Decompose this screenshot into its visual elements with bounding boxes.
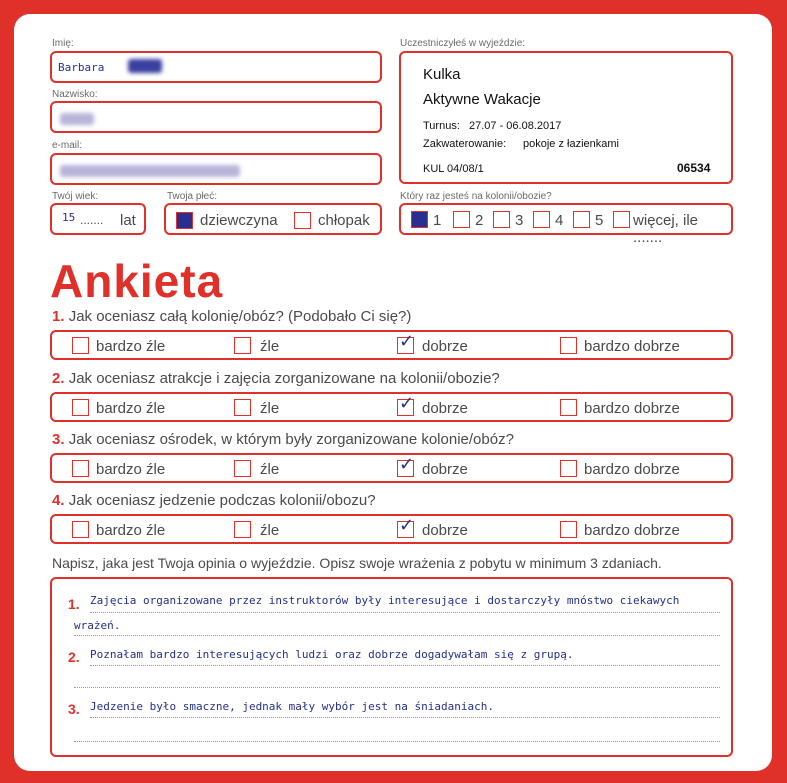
question-4-number: 4. bbox=[52, 492, 65, 509]
q1-zle-checkbox[interactable] bbox=[234, 337, 251, 354]
q2-bardzo-dobrze-checkbox[interactable] bbox=[560, 399, 577, 416]
q2-dobrze-checkbox[interactable] bbox=[397, 393, 415, 416]
times-1-checkbox[interactable] bbox=[411, 211, 428, 228]
question-2-number: 2. bbox=[52, 370, 65, 387]
redacted-surname bbox=[60, 113, 94, 125]
gender-label: Twoja płeć: bbox=[167, 191, 218, 202]
opinion-prompt: Napisz, jaka jest Twoja opinia o wyjeździe. Opisz swoje wrażenia z pobytu w minimum 3 zdaniach. bbox=[52, 555, 662, 571]
question-3-text: Jak oceniasz ośrodek, w którym były zorganizowane kolonie/obóz? bbox=[68, 431, 514, 448]
q4-bardzo-dobrze-checkbox[interactable] bbox=[560, 521, 577, 538]
times-1-label: 1 bbox=[433, 212, 442, 229]
question-3-options bbox=[50, 453, 733, 483]
q1-dobrze-checkbox[interactable] bbox=[397, 331, 415, 354]
answer-1-text: Zajęcia organizowane przez instruktorów były interesujące i dostarczyły mnóstwo ciekawych bbox=[90, 594, 680, 607]
q3-bardzo-zle-label: bardzo źle bbox=[96, 461, 166, 478]
question-1-number: 1. bbox=[52, 308, 65, 325]
answer-2-text: Poznałam bardzo interesujących ludzi oraz dobrze dogadywałam się z grupą. bbox=[90, 648, 574, 661]
q2-bardzo-dobrze-label: bardzo dobrze bbox=[584, 400, 680, 417]
q3-bardzo-dobrze-checkbox[interactable] bbox=[560, 460, 577, 477]
q1-bardzo-dobrze-label: bardzo dobrze bbox=[584, 338, 680, 355]
q4-zle-label: źle bbox=[260, 522, 280, 539]
question-4-text: Jak oceniasz jedzenie podczas kolonii/obozu? bbox=[68, 492, 376, 509]
times-2-checkbox[interactable] bbox=[453, 211, 470, 228]
times-3-checkbox[interactable] bbox=[493, 211, 510, 228]
writing-line bbox=[74, 687, 720, 688]
question-4 bbox=[52, 492, 376, 509]
writing-line bbox=[74, 635, 720, 636]
question-2-options bbox=[50, 392, 733, 422]
turnus-value: 27.07 - 06.08.2017 bbox=[469, 120, 562, 132]
name-label: Imię: bbox=[52, 38, 74, 49]
question-1-text: Jak oceniasz całą kolonię/obóz? (Podobało Ci się?) bbox=[68, 308, 412, 325]
answer-1-number: 1. bbox=[68, 596, 80, 612]
times-label: Który raz jesteś na kolonii/obozie? bbox=[400, 191, 552, 202]
opinion-textarea[interactable] bbox=[50, 577, 733, 757]
question-4-options bbox=[50, 514, 733, 544]
writing-line bbox=[90, 612, 720, 613]
times-4-label: 4 bbox=[555, 212, 564, 229]
q1-bardzo-zle-checkbox[interactable] bbox=[72, 337, 89, 354]
question-1-options bbox=[50, 330, 733, 360]
trip-code: KUL 04/08/1 bbox=[423, 163, 484, 175]
q1-bardzo-zle-label: bardzo źle bbox=[96, 338, 166, 355]
age-field[interactable] bbox=[50, 203, 146, 235]
times-5-checkbox[interactable] bbox=[573, 211, 590, 228]
times-2-label: 2 bbox=[475, 212, 484, 229]
q4-dobrze-checkbox[interactable] bbox=[397, 515, 415, 538]
check-mark-icon: ✓ bbox=[399, 331, 415, 352]
q4-bardzo-zle-label: bardzo źle bbox=[96, 522, 166, 539]
q4-bardzo-dobrze-label: bardzo dobrze bbox=[584, 522, 680, 539]
q4-dobrze-label: dobrze bbox=[422, 522, 468, 539]
check-mark-icon: ✓ bbox=[399, 515, 415, 536]
times-more-checkbox[interactable] bbox=[613, 211, 630, 228]
answer-2-number: 2. bbox=[68, 649, 80, 665]
gender-male-checkbox[interactable] bbox=[294, 212, 311, 229]
q2-zle-checkbox[interactable] bbox=[234, 399, 251, 416]
surname-field[interactable] bbox=[50, 101, 382, 133]
email-label: e-mail: bbox=[52, 140, 83, 151]
redacted-email bbox=[60, 165, 240, 177]
age-dots: ....... bbox=[80, 213, 104, 227]
question-2-text: Jak oceniasz atrakcje i zajęcia zorganizowane na kolonii/obozie? bbox=[68, 370, 500, 387]
q2-bardzo-zle-checkbox[interactable] bbox=[72, 399, 89, 416]
gender-female-checkbox[interactable] bbox=[176, 212, 193, 229]
redacted-surname-fragment bbox=[128, 59, 162, 73]
q2-dobrze-label: dobrze bbox=[422, 400, 468, 417]
trip-label: Uczestniczyłeś w wyjeździe: bbox=[400, 38, 526, 49]
trip-info-box bbox=[399, 51, 733, 184]
q3-dobrze-checkbox[interactable] bbox=[397, 454, 415, 477]
age-value: 15 bbox=[62, 211, 76, 224]
check-mark-icon: ✓ bbox=[399, 393, 415, 414]
surname-label: Nazwisko: bbox=[52, 89, 98, 100]
times-more-label: więcej, ile ....... bbox=[633, 212, 699, 246]
q4-bardzo-zle-checkbox[interactable] bbox=[72, 521, 89, 538]
answer-3-text: Jedzenie było smaczne, jednak mały wybór jest na śniadaniach. bbox=[90, 700, 494, 713]
age-label: Twój wiek: bbox=[52, 191, 99, 202]
age-unit: lat bbox=[120, 212, 136, 229]
times-5-label: 5 bbox=[595, 212, 604, 229]
trip-name: Kulka bbox=[423, 66, 461, 83]
accommodation-value: pokoje z łazienkami bbox=[523, 138, 619, 150]
answer-1-continuation: wrażeń. bbox=[74, 619, 121, 632]
question-3-number: 3. bbox=[52, 431, 65, 448]
check-mark-icon: ✓ bbox=[399, 454, 415, 475]
q3-dobrze-label: dobrze bbox=[422, 461, 468, 478]
times-3-label: 3 bbox=[515, 212, 524, 229]
gender-male-label: chłopak bbox=[318, 212, 370, 229]
accommodation-label: Zakwaterowanie: bbox=[423, 138, 507, 150]
name-field[interactable] bbox=[50, 51, 382, 83]
times-field bbox=[399, 203, 733, 246]
q3-zle-checkbox[interactable] bbox=[234, 460, 251, 477]
q3-bardzo-dobrze-label: bardzo dobrze bbox=[584, 461, 680, 478]
question-3 bbox=[52, 431, 514, 448]
name-value: Barbara bbox=[58, 61, 105, 74]
q1-dobrze-label: dobrze bbox=[422, 338, 468, 355]
question-1 bbox=[52, 308, 411, 325]
email-field[interactable] bbox=[50, 153, 382, 185]
q3-zle-label: źle bbox=[260, 461, 280, 478]
trip-program: Aktywne Wakacje bbox=[423, 91, 541, 108]
writing-line bbox=[90, 665, 720, 666]
turnus-label: Turnus: bbox=[423, 120, 460, 132]
gender-female-label: dziewczyna bbox=[200, 212, 278, 229]
question-2 bbox=[52, 370, 500, 387]
q1-zle-label: źle bbox=[260, 338, 280, 355]
writing-line bbox=[74, 741, 720, 742]
q3-bardzo-zle-checkbox[interactable] bbox=[72, 460, 89, 477]
q4-zle-checkbox[interactable] bbox=[234, 521, 251, 538]
answer-3-number: 3. bbox=[68, 701, 80, 717]
q2-zle-label: źle bbox=[260, 400, 280, 417]
survey-title: Ankieta bbox=[50, 255, 224, 307]
gender-field bbox=[164, 203, 382, 235]
writing-line bbox=[90, 717, 720, 718]
q2-bardzo-zle-label: bardzo źle bbox=[96, 400, 166, 417]
q1-bardzo-dobrze-checkbox[interactable] bbox=[560, 337, 577, 354]
trip-number: 06534 bbox=[677, 161, 711, 175]
times-4-checkbox[interactable] bbox=[533, 211, 550, 228]
